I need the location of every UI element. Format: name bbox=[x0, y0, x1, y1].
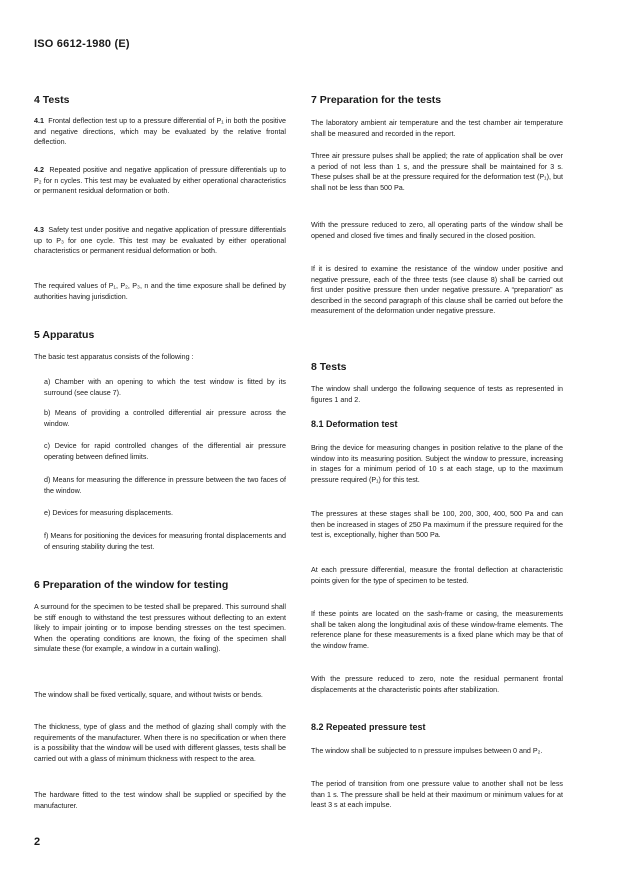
apparatus-item-b: b) Means of providing a controlled differential air pressure across the window. bbox=[44, 409, 286, 428]
clause-4-3-label: 4.3 bbox=[34, 226, 44, 234]
tests-sequence-paragraph: The window shall undergo the following sequence of tests as represented in figures 1 and 2. bbox=[311, 385, 563, 404]
operating-parts-paragraph: With the pressure reduced to zero, all operating parts of the window shall be opened and closed five times and finally secured in the closed position. bbox=[311, 221, 563, 240]
deformation-paragraph-4: If these points are located on the sash-frame or casing, the measurements shall be taken along the longitudinal axis of these window-frame elements. The reference plane for these measurements is a fixed plane which may be that of the window frame. bbox=[311, 610, 563, 650]
apparatus-item-a: a) Chamber with an opening to which the test window is fitted by its surround (see clause 7). bbox=[44, 378, 286, 397]
apparatus-item-c: c) Device for rapid controlled changes of the differential air pressure operating between defined limits. bbox=[44, 442, 286, 461]
section-4-title: 4 Tests bbox=[34, 94, 70, 106]
deformation-paragraph-3: At each pressure differential, measure the frontal deflection at characteristic points given for the type of specimen to be tested. bbox=[311, 566, 563, 585]
deformation-paragraph-1: Bring the device for measuring changes in position relative to the plane of the window into its measuring position. Subject the window to pressure, increasing in stages for a minimum period of 10 s at each stage, up to the maximum pressure required (P₁) for this test. bbox=[311, 444, 563, 484]
required-values-paragraph: The required values of P₁, P₂, P₃, n and the time exposure shall be defined by authorities having jurisdiction. bbox=[34, 282, 286, 301]
deformation-paragraph-5: With the pressure reduced to zero, note the residual permanent frontal displacements at the characteristic points after stabilization. bbox=[311, 675, 563, 694]
subsection-8-2-title: 8.2 Repeated pressure test bbox=[311, 722, 426, 732]
clause-4-3-text: Safety test under positive and negative application of pressure differentials up to P₃ for one cycle. This test may be evaluated by either operational characteristics or permanent residual deformation or both. bbox=[34, 226, 286, 256]
apparatus-item-f: f) Means for positioning the devices for measuring frontal displacements and of ensuring stability during the test. bbox=[44, 532, 286, 551]
temperature-paragraph: The laboratory ambient air temperature and the test chamber air temperature shall be measured and recorded in the report. bbox=[311, 119, 563, 138]
pressure-pulses-paragraph: Three air pressure pulses shall be applied; the rate of application shall be over a period of not less than 1 s, and the pressure shall be maintained for 3 s. These pulses shall be at the pressure required for the deformation test (P₁), but shall not be less than 500 Pa. bbox=[311, 152, 563, 192]
repeated-pressure-paragraph-1: The window shall be subjected to n pressure impulses between 0 and P₂. bbox=[311, 747, 543, 755]
surround-paragraph: A surround for the specimen to be tested shall be prepared. This surround shall be stiff enough to withstand the test pressures without deflecting to an extent likely to impair jointing or to impose bending stresses on the test specimen. When the operating conditions are known, the fixing of the specimen shall simulate these (for example, a window in a curtain walling). bbox=[34, 603, 286, 654]
document-header: ISO 6612-1980 (E) bbox=[34, 38, 130, 50]
clause-4-2-label: 4.2 bbox=[34, 166, 44, 174]
glazing-paragraph: The thickness, type of glass and the method of glazing shall comply with the requirements of the manufacturer. When there is no specification or when there is a possibility that the window will be used with different glasses, tests shall be carried out with a glass of minimum thickness with respect to the area. bbox=[34, 723, 286, 763]
section-8-title: 8 Tests bbox=[311, 361, 347, 373]
subsection-8-1-title: 8.1 Deformation test bbox=[311, 419, 398, 429]
clause-4-2-text: Repeated positive and negative application of pressure differentials up to P₂ for n cycles. This test may be evaluated by either operational characteristics or permanent residual deformation or both. bbox=[34, 166, 286, 196]
section-7-title: 7 Preparation for the tests bbox=[311, 94, 442, 106]
deformation-paragraph-2: The pressures at these stages shall be 100, 200, 300, 400, 500 Pa and can then be increased in stages of 250 Pa maximum if the pressure required for the test is, exceptionally, higher than 500 Pa. bbox=[311, 510, 563, 540]
clause-4-1 bbox=[34, 116, 286, 148]
section-5-title: 5 Apparatus bbox=[34, 329, 95, 341]
page-number: 2 bbox=[34, 836, 41, 848]
repeated-pressure-paragraph-2: The period of transition from one pressure value to another shall not be less than 1 s. The pressure shall be held at their maximum or minimum values for at least 3 s at each impulse. bbox=[311, 780, 563, 810]
apparatus-item-d: d) Means for measuring the difference in pressure between the two faces of the window. bbox=[44, 476, 286, 495]
positive-negative-paragraph: If it is desired to examine the resistance of the window under positive and negative pressure, each of the three tests (see clause 8) shall be carried out first under positive pressure then under negative pressure. A “preparation” as described in the second paragraph of this clause shall be carried out before the measurement of the deformation under negative pressure. bbox=[311, 265, 563, 316]
window-fixing-paragraph: The window shall be fixed vertically, square, and without twists or bends. bbox=[34, 691, 263, 699]
clause-4-1-label: 4.1 bbox=[34, 117, 44, 125]
section-6-title: 6 Preparation of the window for testing bbox=[34, 579, 229, 591]
clause-4-1-text: Frontal deflection test up to a pressure differential of P₁ in both the positive and negative directions, which may be evaluated by the relative frontal deflection. bbox=[34, 117, 286, 147]
clause-4-2 bbox=[34, 165, 286, 197]
clause-4-3 bbox=[34, 225, 286, 257]
apparatus-item-e: e) Devices for measuring displacements. bbox=[44, 509, 173, 517]
apparatus-intro: The basic test apparatus consists of the following : bbox=[34, 353, 194, 361]
hardware-paragraph: The hardware fitted to the test window shall be supplied or specified by the manufacturer. bbox=[34, 791, 286, 810]
